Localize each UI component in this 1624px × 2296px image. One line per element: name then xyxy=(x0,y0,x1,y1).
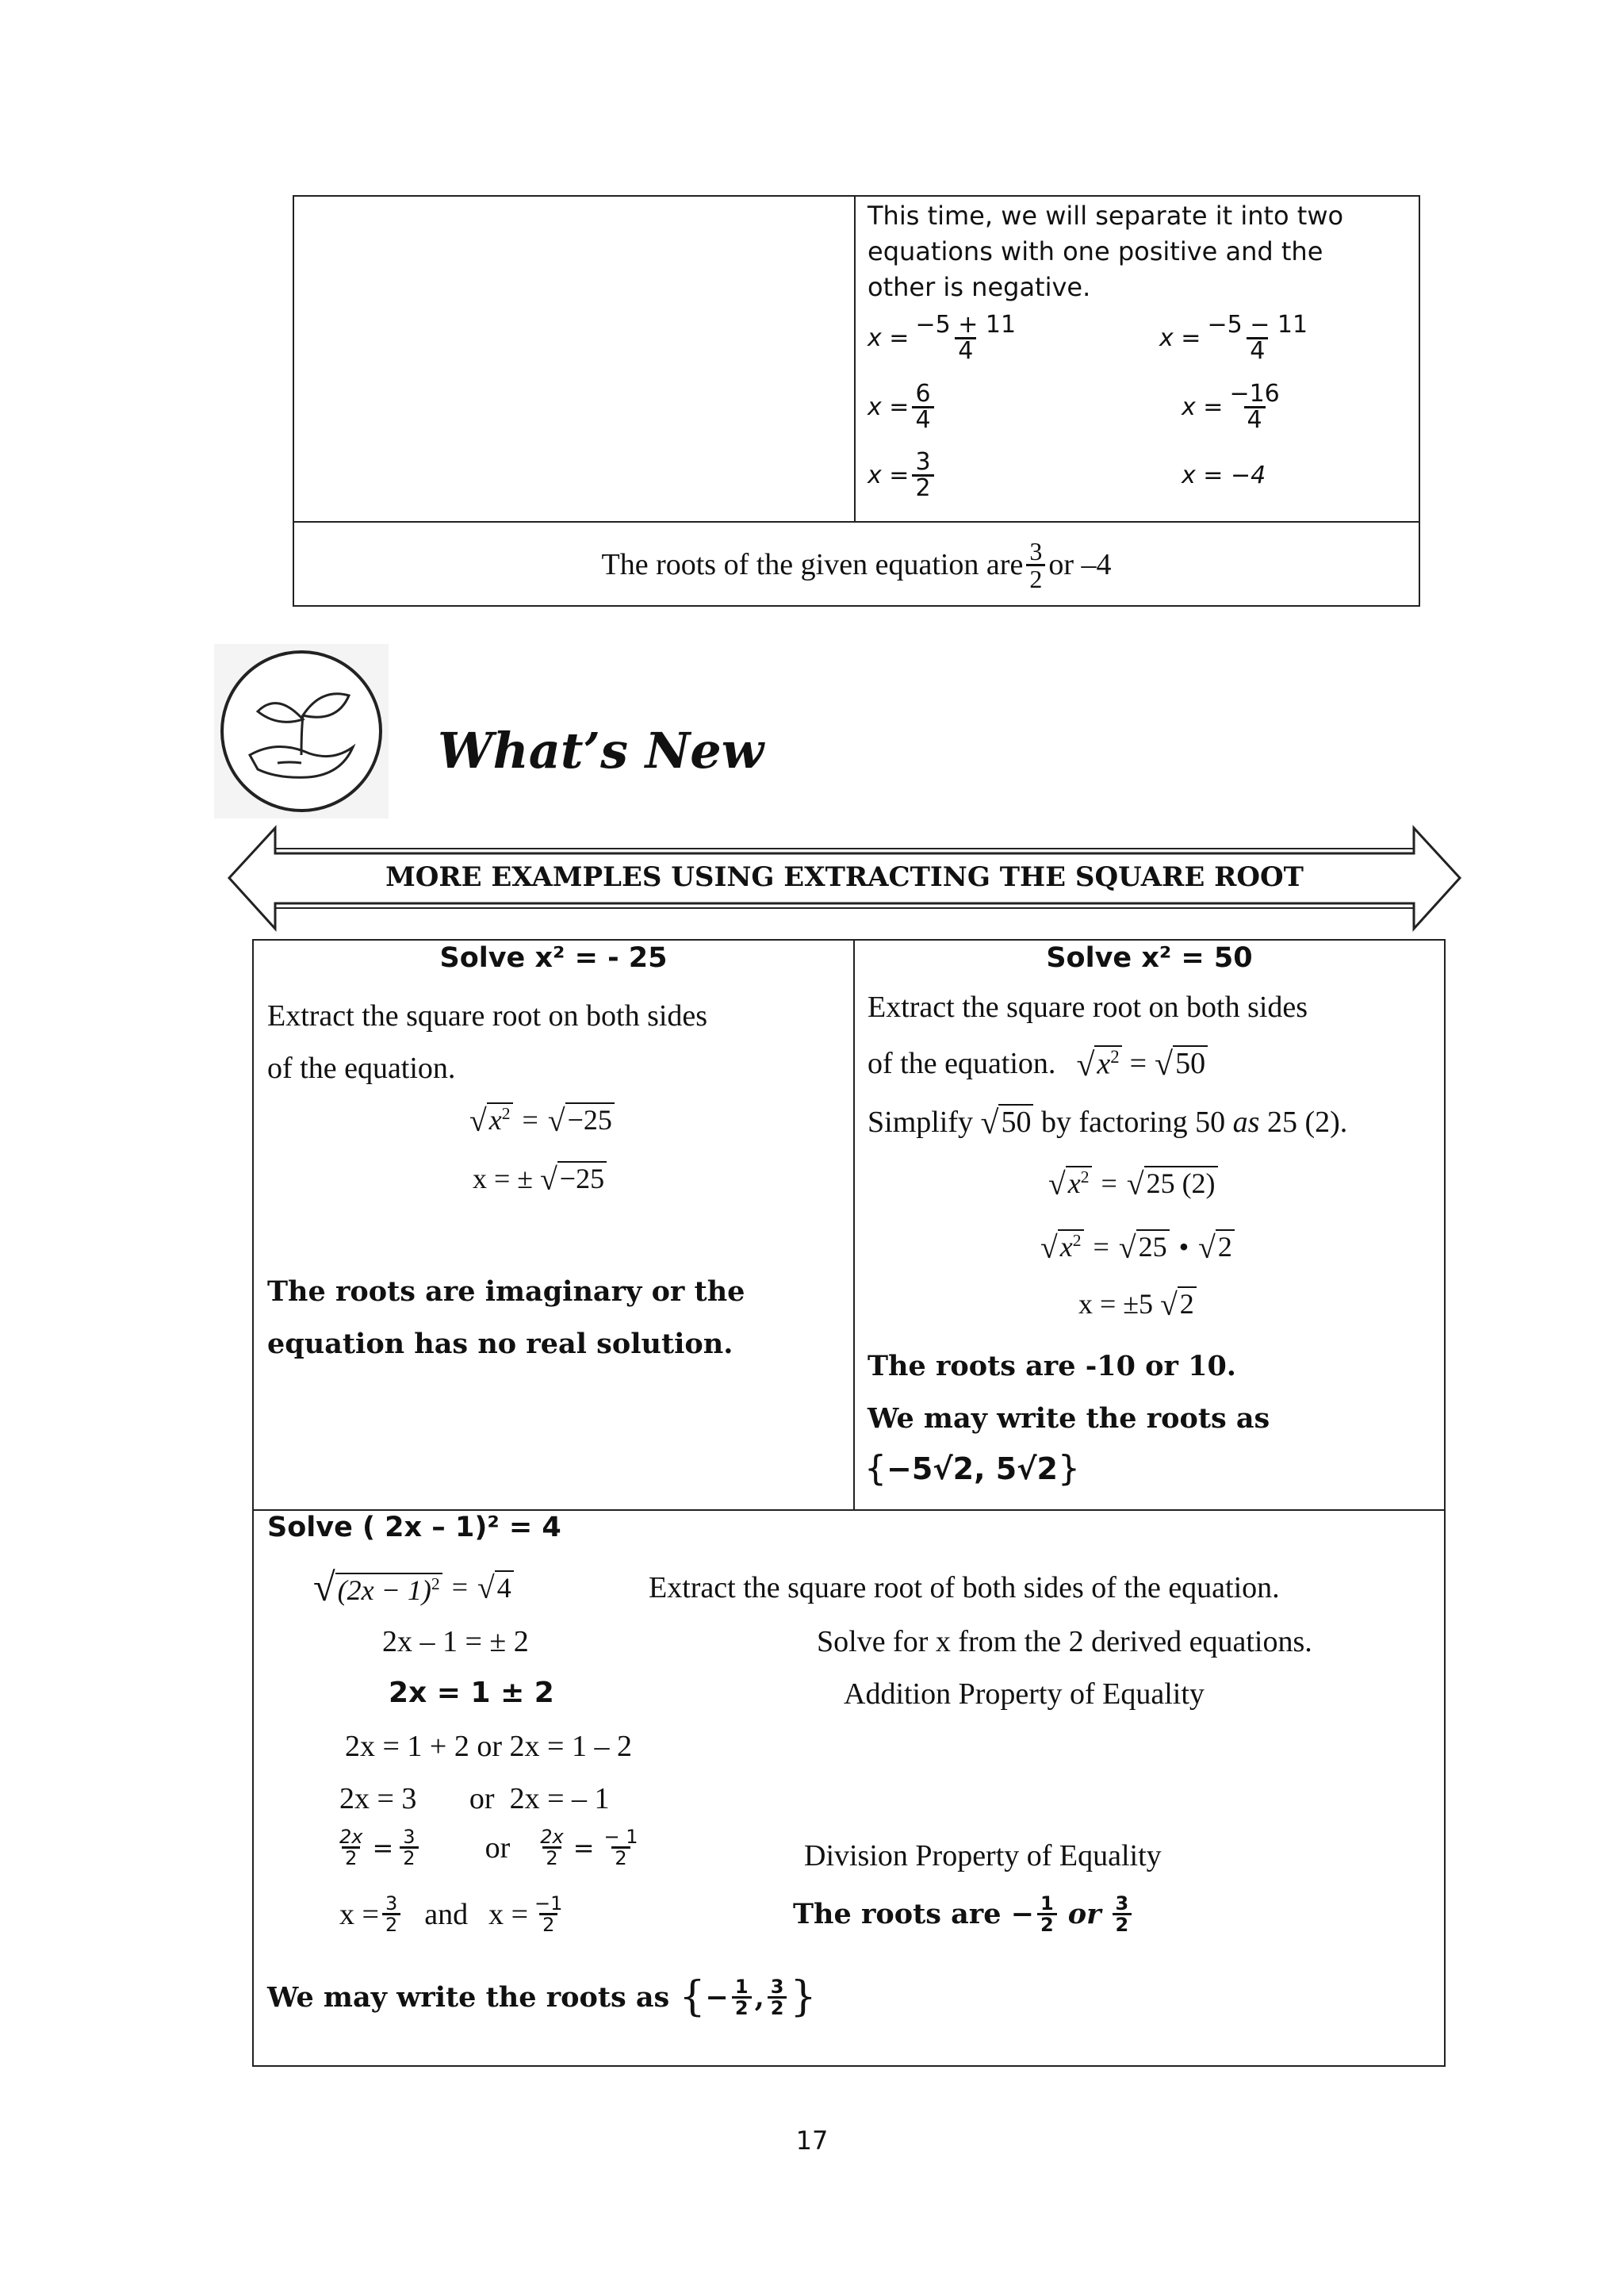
hand-with-plant-icon xyxy=(214,644,389,818)
denominator: 2 xyxy=(542,1846,561,1868)
example3-roots: The roots are − $\frac{1}{2}$ or $\frac{3}{2}$ xyxy=(793,1894,1135,1934)
denominator: 2 xyxy=(1026,564,1045,592)
banner-text: MORE EXAMPLES USING EXTRACTING THE SQUARE ROOT xyxy=(385,861,1304,893)
step-row xyxy=(868,373,1022,441)
example3-division-row: $\frac{2x}{2}$ = $\frac{3}{2}$ or $\frac{2x}{2}$ = $\frac{- 1}{2}$ xyxy=(333,1827,645,1868)
denominator: 2 xyxy=(1037,1913,1057,1934)
separation-intro: This time, we will separate it into two equations with one positive and the other is negative. xyxy=(868,201,1344,302)
simplify-as: as xyxy=(1232,1105,1260,1139)
simplify-end: 25 (2). xyxy=(1266,1105,1348,1139)
simplify-mid: by factoring 50 xyxy=(1040,1105,1226,1139)
radicand: 2 xyxy=(1216,1229,1235,1263)
denominator: 2 xyxy=(342,1846,360,1868)
fraction xyxy=(768,1977,787,2018)
example1-text xyxy=(267,990,707,1094)
denominator: 4 xyxy=(955,337,976,363)
fraction xyxy=(531,1894,565,1934)
lhs: x = xyxy=(868,393,910,421)
fraction xyxy=(400,1827,418,1868)
example1-eq2 xyxy=(473,1161,607,1195)
example1-eq1: √ $x^2$ = √ −25 xyxy=(469,1102,615,1137)
numerator: 1 xyxy=(734,1975,749,1998)
sqrt xyxy=(1155,1045,1208,1082)
example1-conclusion xyxy=(267,1266,745,1370)
set-content: −5√2, 5√2 xyxy=(887,1451,1058,1486)
lhs: x = xyxy=(1182,393,1224,421)
fraction xyxy=(1226,379,1282,434)
fraction xyxy=(912,447,933,502)
example2-text2: of the equation. √ $x^2$ = √ 50 xyxy=(868,1045,1208,1082)
denominator: 2 xyxy=(539,1913,557,1934)
sqrt xyxy=(477,1570,514,1604)
radical-sign: √ xyxy=(1155,1046,1174,1083)
conclusion-line: equation has no real solution. xyxy=(267,1328,733,1360)
example2-simplify xyxy=(868,1104,1347,1140)
numerator: −16 xyxy=(1229,379,1280,408)
fraction xyxy=(1204,310,1311,365)
x-eq: x = xyxy=(488,1897,529,1931)
radicand: 2 xyxy=(1178,1286,1197,1320)
numerator: 3 xyxy=(770,1975,784,1998)
section-title: What’s New xyxy=(438,722,764,780)
conclusion-line: The roots are imaginary or the xyxy=(267,1275,745,1308)
denominator: 2 xyxy=(732,1996,752,2018)
roots-label: The roots are xyxy=(793,1898,1002,1930)
numerator: −5 − 11 xyxy=(1207,310,1308,339)
radical-sign: √ xyxy=(980,1104,999,1141)
example2-eq3 xyxy=(1078,1286,1197,1320)
fraction xyxy=(382,1894,400,1934)
radical-sign: √ xyxy=(1076,1046,1095,1083)
conclusion-line: The roots are -10 or 10. xyxy=(868,1350,1236,1382)
example2-conclusion xyxy=(868,1340,1270,1445)
fraction xyxy=(537,1827,566,1868)
example2-text1: Extract the square root on both sides xyxy=(868,991,1308,1024)
numerator: 3 xyxy=(1115,1892,1129,1915)
example2-heading: Solve x² = 50 xyxy=(1046,942,1253,974)
numerator: 3 xyxy=(403,1826,416,1848)
lhs: x = xyxy=(868,324,910,352)
radical-sign: √ xyxy=(547,1102,565,1138)
radical-sign: √ xyxy=(469,1102,487,1138)
example3-division-note: Division Property of Equality xyxy=(804,1839,1162,1872)
radical-sign: √ xyxy=(1198,1229,1216,1265)
step-row xyxy=(1159,441,1314,509)
and-word: and xyxy=(424,1897,469,1931)
or-word: or xyxy=(1067,1898,1101,1930)
example3-final: We may write the roots as { − $\frac{1}{2}$ , $\frac{3}{2}$ } xyxy=(267,1973,817,2021)
example2-eq2: √ $x^2$ = √ 25 • √ 2 xyxy=(1040,1229,1235,1263)
denominator: 2 xyxy=(400,1846,418,1868)
numerator: 2x xyxy=(540,1826,564,1848)
text-line: of the equation. xyxy=(868,1047,1056,1081)
radicand: x xyxy=(488,1104,502,1136)
left-solution-steps xyxy=(868,303,1022,509)
fraction xyxy=(601,1827,642,1868)
radical-sign: √ xyxy=(1118,1229,1136,1265)
sqrt xyxy=(1160,1286,1197,1320)
fraction xyxy=(912,310,1019,365)
radical-sign: √ xyxy=(1160,1286,1178,1322)
radicand: 25 xyxy=(1136,1229,1170,1263)
numerator: 2x xyxy=(339,1826,363,1848)
lhs: x = −4 xyxy=(1182,461,1266,489)
denominator: 2 xyxy=(1113,1913,1132,1934)
example3-step-note: Addition Property of Equality xyxy=(844,1677,1205,1711)
step-row xyxy=(868,303,1022,373)
eq-prefix: x = ±5 xyxy=(1078,1287,1154,1320)
radicand: 50 xyxy=(1173,1045,1208,1082)
numerator: 3 xyxy=(385,1892,398,1915)
sqrt xyxy=(1198,1229,1235,1263)
example3-note-extract: Extract the square root of both sides of the equation. xyxy=(649,1571,1280,1604)
denominator: 2 xyxy=(382,1913,400,1934)
lhs: x = xyxy=(868,461,910,489)
fraction xyxy=(732,1977,752,2018)
example3-eq-sqrt: √ $(2x - 1)^2$ = √ 4 xyxy=(313,1567,514,1607)
roots-fraction xyxy=(1026,536,1045,593)
denominator: 2 xyxy=(912,474,933,500)
numerator: −1 xyxy=(534,1892,563,1915)
radicand: 25 (2) xyxy=(1144,1166,1218,1200)
sqrt xyxy=(981,1104,1034,1140)
radical-sign: √ xyxy=(1048,1166,1066,1202)
fraction xyxy=(912,379,933,434)
radicand: −25 xyxy=(557,1161,607,1195)
denominator: 4 xyxy=(1244,406,1266,432)
denominator: 4 xyxy=(1247,337,1268,363)
conclusion-line: We may write the roots as xyxy=(868,1402,1270,1435)
radical-sign: √ xyxy=(477,1570,495,1606)
roots-summary xyxy=(293,527,1420,602)
example1-heading: Solve x² = - 25 xyxy=(439,942,668,974)
numerator: 3 xyxy=(1029,536,1043,565)
sqrt: √ $x^2$ xyxy=(1040,1229,1084,1263)
fraction xyxy=(1037,1894,1057,1934)
step-row xyxy=(868,441,1022,509)
radical-sign: √ xyxy=(1126,1166,1144,1202)
denominator: 2 xyxy=(768,1996,787,2018)
right-solution-steps xyxy=(1159,303,1314,509)
eq-prefix: x = ± xyxy=(473,1162,534,1194)
example3-step-row: 2x = 3 or 2x = – 1 xyxy=(339,1782,610,1815)
numerator: 3 xyxy=(915,447,931,476)
example2-eq1: √ $x^2$ = √ 25 (2) xyxy=(1048,1166,1218,1200)
text-line: Extract the square root on both sides xyxy=(267,999,708,1033)
sqrt xyxy=(1119,1229,1170,1263)
denominator: 2 xyxy=(611,1846,630,1868)
numerator: 6 xyxy=(915,379,931,408)
numerator: 1 xyxy=(1040,1892,1054,1915)
roots-suffix: or –4 xyxy=(1048,548,1112,581)
fraction xyxy=(336,1827,366,1868)
radicand: −25 xyxy=(565,1102,615,1137)
example3-x-row xyxy=(339,1894,569,1934)
or-word: or xyxy=(485,1830,511,1865)
text-line: of the equation. xyxy=(267,1052,456,1085)
example2-root-set: { −5√2, 5√2 } xyxy=(864,1448,1080,1489)
lhs: x = xyxy=(1159,324,1201,352)
fraction xyxy=(1113,1894,1132,1934)
radicand: 50 xyxy=(998,1104,1033,1140)
page-number: 17 xyxy=(795,2125,829,2156)
sqrt xyxy=(540,1161,607,1195)
sqrt: √ $x^2$ xyxy=(1076,1045,1121,1082)
sqrt: √ $x^2$ xyxy=(469,1102,513,1137)
radical-sign: √ xyxy=(540,1161,557,1197)
example3-step-row: 2x = 1 ± 2 xyxy=(389,1677,554,1709)
sqrt xyxy=(548,1102,615,1137)
numerator: −5 + 11 xyxy=(915,310,1017,339)
step-row xyxy=(1159,373,1314,441)
numerator: − 1 xyxy=(603,1826,638,1848)
sqrt: √ $(2x - 1)^2$ xyxy=(313,1567,442,1607)
example3-step-note: Solve for x from the 2 derived equations. xyxy=(817,1625,1312,1658)
x-eq: x = xyxy=(339,1897,379,1931)
sqrt: √ $x^2$ xyxy=(1048,1166,1092,1200)
example3-step-row: 2x – 1 = ± 2 xyxy=(382,1625,529,1658)
example3-step-row: 2x = 1 + 2 or 2x = 1 – 2 xyxy=(345,1730,632,1763)
radicand: (2x − 1) xyxy=(337,1574,431,1607)
denominator: 4 xyxy=(912,406,933,432)
radicand: 4 xyxy=(495,1570,514,1604)
radical-sign: √ xyxy=(1040,1229,1058,1265)
sqrt xyxy=(1127,1166,1218,1200)
final-text: We may write the roots as xyxy=(267,1980,670,2014)
simplify-prefix: Simplify xyxy=(868,1105,974,1139)
example3-heading: Solve ( 2x – 1)² = 4 xyxy=(267,1512,561,1543)
step-row xyxy=(1159,303,1314,373)
radical-sign: √ xyxy=(313,1565,335,1609)
roots-prefix: The roots of the given equation are xyxy=(601,548,1024,581)
